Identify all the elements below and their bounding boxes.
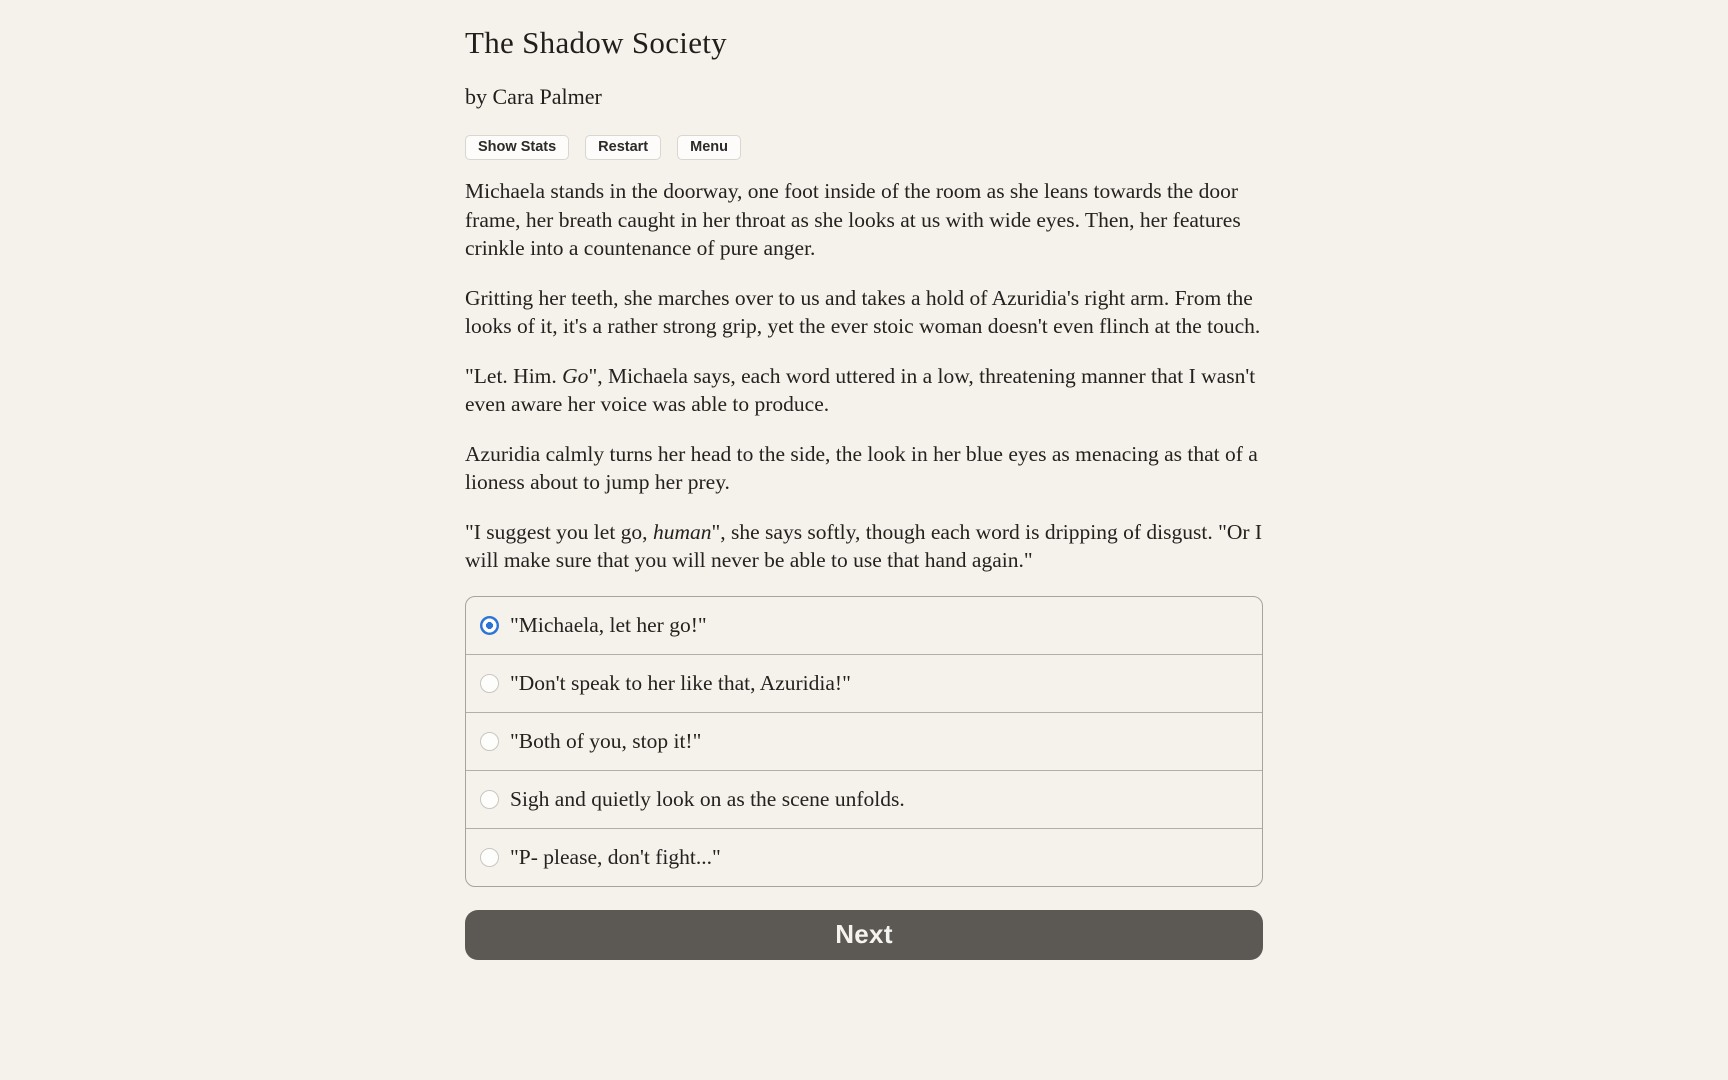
choice-option-label: "Both of you, stop it!" [510, 728, 702, 753]
choice-option-label: "Michaela, let her go!" [510, 612, 707, 637]
radio-icon[interactable] [480, 790, 499, 809]
radio-selected-icon[interactable] [480, 616, 499, 635]
story-text [465, 177, 1277, 575]
menu-button[interactable]: Menu [677, 135, 741, 160]
radio-icon[interactable] [480, 848, 499, 867]
story-paragraph: Michaela stands in the doorway, one foot inside of the room as she leans towards the door frame, her breath caught in her throat as she looks at us with wide eyes. Then, her features crinkle into a countenance of pure anger. [465, 179, 1241, 260]
choice-list [465, 596, 1263, 887]
choice-option[interactable] [466, 712, 1262, 770]
choice-option[interactable] [466, 654, 1262, 712]
choice-option[interactable] [466, 597, 1262, 654]
next-button[interactable]: Next [465, 910, 1263, 960]
game-author: by Cara Palmer [465, 84, 602, 109]
choice-option-label: "Don't speak to her like that, Azuridia!" [510, 670, 851, 695]
radio-icon[interactable] [480, 732, 499, 751]
story-paragraph: "I suggest you let go, human", she says softly, though each word is dripping of disgust. "Or I will make sure that you will never be able to use that hand again." [465, 519, 1263, 572]
radio-icon[interactable] [480, 674, 499, 693]
restart-button[interactable]: Restart [585, 135, 661, 160]
choice-option[interactable] [466, 770, 1262, 828]
show-stats-button[interactable]: Show Stats [465, 135, 569, 160]
story-paragraph: Azuridia calmly turns her head to the side, the look in her blue eyes as menacing as that of a lioness about to jump her prey. [465, 441, 1258, 494]
choice-option[interactable] [466, 828, 1262, 886]
choice-option-label: Sigh and quietly look on as the scene unfolds. [510, 786, 905, 811]
toolbar [465, 135, 1263, 160]
story-paragraph: "Let. Him. Go", Michaela says, each word uttered in a low, threatening manner that I wasn't even aware her voice was able to produce. [465, 363, 1256, 416]
choice-option-label: "P- please, don't fight..." [510, 844, 721, 869]
story-paragraph: Gritting her teeth, she marches over to us and takes a hold of Azuridia's right arm. From the looks of it, it's a rather strong grip, yet the ever stoic woman doesn't even flinch at the touch. [465, 285, 1261, 338]
game-content [465, 0, 1263, 960]
game-title: The Shadow Society [465, 25, 727, 60]
